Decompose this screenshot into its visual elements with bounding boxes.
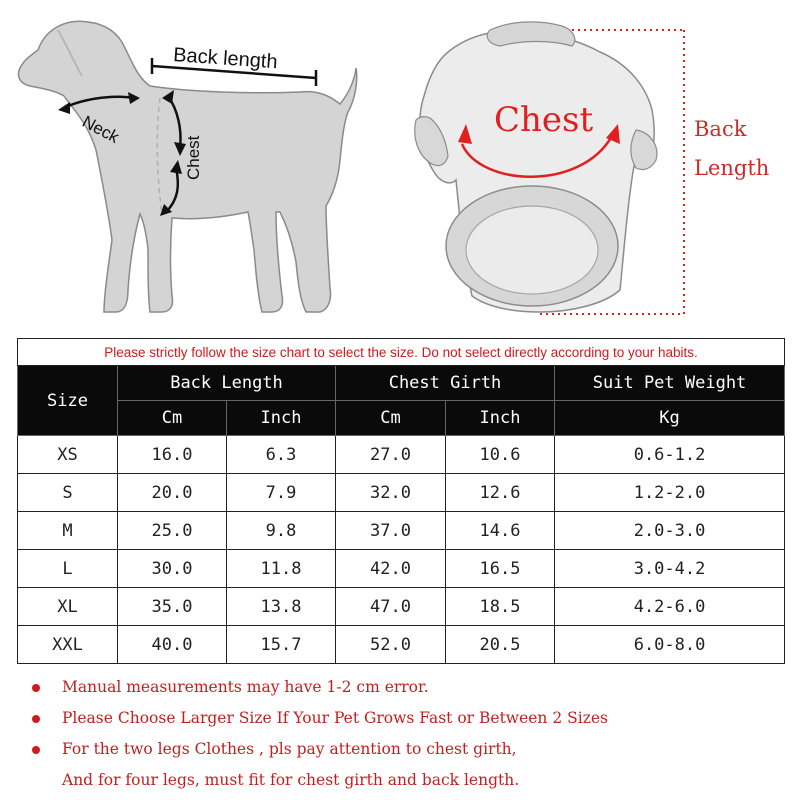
cell-back-cm: 16.0 xyxy=(118,436,227,474)
cell-back-cm: 35.0 xyxy=(118,588,227,626)
header-unit: Inch xyxy=(446,401,555,436)
note-item xyxy=(30,676,790,707)
header-chest-girth: Chest Girth xyxy=(336,366,555,401)
header-suit-pet-weight: Suit Pet Weight xyxy=(555,366,785,401)
cell-chest-inch: 14.6 xyxy=(446,512,555,550)
cell-chest-cm: 27.0 xyxy=(336,436,446,474)
header-unit: Cm xyxy=(336,401,446,436)
cell-back-cm: 40.0 xyxy=(118,626,227,664)
table-row xyxy=(18,588,785,626)
cell-chest-inch: 16.5 xyxy=(446,550,555,588)
cell-back-inch: 6.3 xyxy=(227,436,336,474)
measurement-illustration xyxy=(0,0,800,332)
sweater-length-label: Length xyxy=(694,156,770,180)
cell-weight: 2.0-3.0 xyxy=(555,512,785,550)
cell-weight: 4.2-6.0 xyxy=(555,588,785,626)
dog-chest-label: Chest xyxy=(184,135,203,180)
header-unit: Kg xyxy=(555,401,785,436)
neck-label: Neck xyxy=(79,112,123,147)
cell-chest-cm: 37.0 xyxy=(336,512,446,550)
cell-size: L xyxy=(18,550,118,588)
cell-size: XXL xyxy=(18,626,118,664)
cell-back-inch: 11.8 xyxy=(227,550,336,588)
cell-back-inch: 15.7 xyxy=(227,626,336,664)
header-size: Size xyxy=(18,366,118,436)
note-continuation xyxy=(30,769,790,800)
table-row xyxy=(18,474,785,512)
cell-chest-inch: 12.6 xyxy=(446,474,555,512)
cell-size: XL xyxy=(18,588,118,626)
cell-weight: 3.0-4.2 xyxy=(555,550,785,588)
cell-weight: 0.6-1.2 xyxy=(555,436,785,474)
size-chart-notice: Please strictly follow the size chart to select the size. Do not select directly according to your habits. xyxy=(18,339,785,366)
cell-chest-cm: 42.0 xyxy=(336,550,446,588)
cell-size: XS xyxy=(18,436,118,474)
sweater-image xyxy=(415,22,657,312)
table-row xyxy=(18,436,785,474)
cell-back-cm: 25.0 xyxy=(118,512,227,550)
illustration-svg xyxy=(0,0,800,332)
cell-back-inch: 13.8 xyxy=(227,588,336,626)
note-text: Manual measurements may have 1-2 cm error. xyxy=(62,678,429,696)
header-back-length: Back Length xyxy=(118,366,336,401)
cell-back-inch: 7.9 xyxy=(227,474,336,512)
cell-weight: 1.2-2.0 xyxy=(555,474,785,512)
cell-size: M xyxy=(18,512,118,550)
table-row xyxy=(18,512,785,550)
note-item xyxy=(30,707,790,738)
note-text: And for four legs, must fit for chest girth and back length. xyxy=(62,771,520,789)
cell-chest-inch: 10.6 xyxy=(446,436,555,474)
notes-list xyxy=(30,676,790,800)
cell-chest-inch: 18.5 xyxy=(446,588,555,626)
cell-chest-cm: 52.0 xyxy=(336,626,446,664)
size-chart-table xyxy=(17,338,785,664)
table-row xyxy=(18,626,785,664)
header-unit: Inch xyxy=(227,401,336,436)
cell-back-cm: 20.0 xyxy=(118,474,227,512)
note-text: Please Choose Larger Size If Your Pet Grows Fast or Between 2 Sizes xyxy=(62,709,608,727)
sweater-chest-label: Chest xyxy=(494,100,594,140)
back-length-label: Back length xyxy=(172,44,279,74)
cell-weight: 6.0-8.0 xyxy=(555,626,785,664)
bullet-icon xyxy=(32,715,40,723)
bullet-icon xyxy=(32,684,40,692)
cell-chest-cm: 47.0 xyxy=(336,588,446,626)
bullet-icon xyxy=(32,746,40,754)
cell-chest-inch: 20.5 xyxy=(446,626,555,664)
cell-back-cm: 30.0 xyxy=(118,550,227,588)
table-row xyxy=(18,550,785,588)
header-unit: Cm xyxy=(118,401,227,436)
sweater-back-label: Back xyxy=(694,117,747,141)
cell-size: S xyxy=(18,474,118,512)
cell-chest-cm: 32.0 xyxy=(336,474,446,512)
cell-back-inch: 9.8 xyxy=(227,512,336,550)
note-text: For the two legs Clothes , pls pay attention to chest girth, xyxy=(62,740,517,758)
note-item xyxy=(30,738,790,769)
